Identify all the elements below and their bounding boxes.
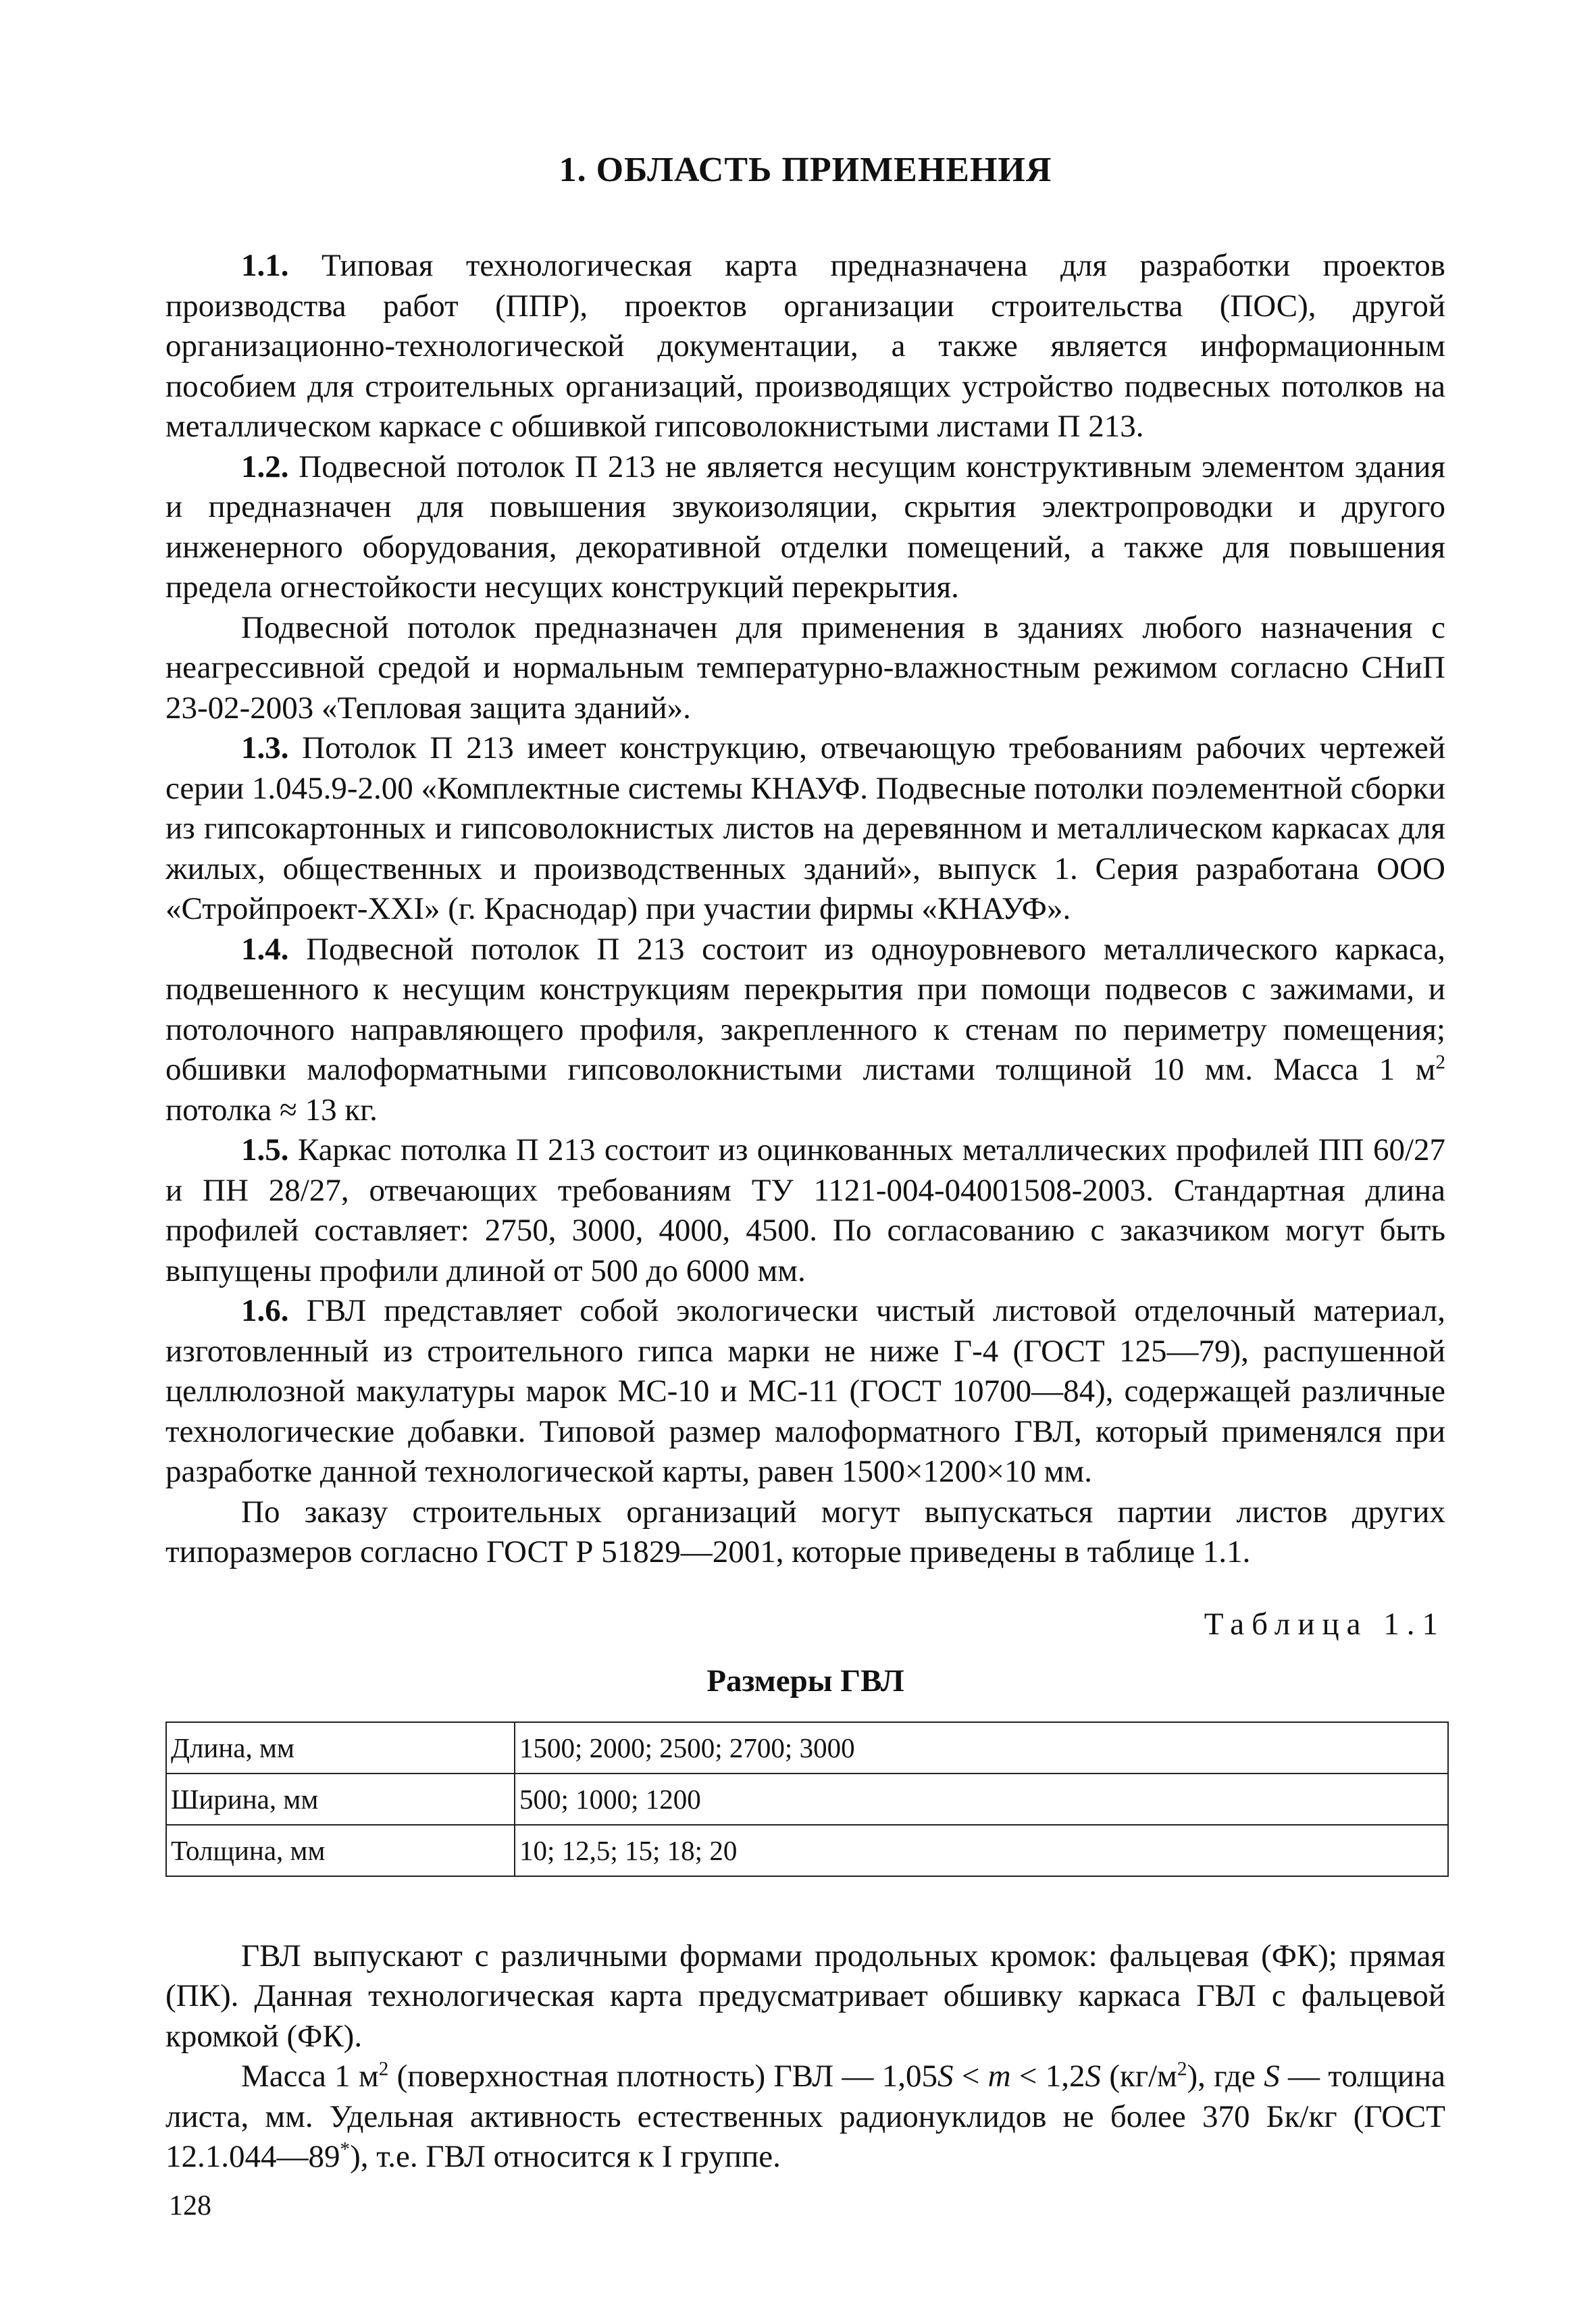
paragraph-number: 1.4.	[241, 931, 289, 967]
superscript: 2	[378, 2058, 389, 2080]
paragraph-text: По заказу строительных организаций могут выпускаться партии листов других типоразмеров согласно ГОСТ Р 51829—2001, которые приведены в таблице 1.1.	[165, 1494, 1445, 1569]
superscript: *	[340, 2138, 351, 2161]
page-number: 128	[169, 2190, 211, 2221]
paragraph-text: Каркас потолка П 213 состоит из оцинкованных металлических профилей ПП 60/27 и ПН 28/27, отвечающих требованиям ТУ 1121-004-04001508-2003. Стандартная длина профилей составляет: 2750, 3000, 4000, 4500. По согласованию с заказчиком могут быть выпущены профили длиной от 500 до 6000 мм.	[165, 1132, 1446, 1288]
paragraph-number: 1.3.	[241, 730, 289, 765]
table-cell-label: Ширина, мм	[166, 1774, 515, 1825]
table-row	[166, 1722, 1448, 1774]
dimensions-table	[165, 1721, 1449, 1877]
table-title: Размеры ГВЛ	[706, 1663, 904, 1699]
paragraph-1-2	[165, 447, 1445, 608]
paragraph-1-6	[165, 1291, 1445, 1492]
table-cell-value: 10; 12,5; 15; 18; 20	[515, 1825, 1448, 1876]
paragraph-text: ГВЛ выпускают с различными формами продольных кромок: фальцевая (ФК); прямая (ПК). Данная технологическая карта предусматривает обшивку каркаса ГВЛ с фальцевой кромкой (ФК).	[165, 1938, 1445, 2054]
table-row	[166, 1774, 1448, 1825]
mass-text: <	[953, 2059, 988, 2094]
page-content	[165, 150, 1445, 2178]
variable-s: S	[1085, 2059, 1102, 2094]
paragraph-1-3	[165, 728, 1445, 930]
mass-text: ), т.е. ГВЛ относится к I группе.	[350, 2139, 781, 2174]
table-caption: Таблица 1.1	[1204, 1606, 1445, 1642]
paragraph-text: Потолок П 213 имеет конструкцию, отвечающую требованиям рабочих чертежей серии 1.045.9-2.00 «Комплектные системы КНАУФ. Подвесные потолки поэлементной сборки из гипсокартонных и гипсоволокнистых листов на деревянном и металлическом каркасах для жилых, общественных и производственных зданий», выпуск 1. Серия разработана ООО «Стройпроект-XXI» (г. Краснодар) при участии фирмы «КНАУФ».	[165, 730, 1446, 926]
paragraph-text: Типовая технологическая карта предназначена для разработки проектов производства работ (ППР), проектов организации строительства (ПОС), другой организационно-технологической документации, а также является информационным пособием для строительных организаций, производящих устройство подвесных потолков на металлическом каркасе с обшивкой гипсоволокнистыми листами П 213.	[165, 248, 1445, 444]
paragraph-text-end: потолка ≈ 13 кг.	[165, 1092, 378, 1128]
table-row	[166, 1825, 1448, 1876]
mass-text: < 1,2	[1010, 2059, 1085, 2094]
variable-s: S	[937, 2059, 954, 2094]
mass-text: — толщина листа, мм. Удельная активность естественных радионуклидов не более 370 Бк/кг (ГОСТ 12.1.044—89	[165, 2059, 1445, 2174]
table-cell-value: 500; 1000; 1200	[515, 1774, 1448, 1825]
mass-text: (поверхностная плотность) ГВЛ — 1,05	[388, 2059, 937, 2094]
variable-m: m	[987, 2059, 1011, 2094]
superscript: 2	[1435, 1051, 1445, 1074]
paragraph-1-5	[165, 1130, 1445, 1291]
paragraph-text: Подвесной потолок предназначен для применения в зданиях любого назначения с неагрессивной средой и нормальным температурно-влажностным режимом согласно СНиП 23-02-2003 «Тепловая защита зданий».	[165, 609, 1445, 726]
section-title: 1. ОБЛАСТЬ ПРИМЕНЕНИЯ	[559, 151, 1052, 189]
paragraph-number: 1.2.	[241, 449, 289, 484]
paragraph-1-4	[165, 930, 1445, 1131]
paragraph-number: 1.6.	[241, 1293, 289, 1328]
mass-text: ), где	[1187, 2059, 1264, 2094]
mass-text: (кг/м	[1101, 2059, 1177, 2094]
paragraph-order	[165, 1492, 1445, 1573]
superscript: 2	[1177, 2058, 1187, 2080]
paragraph-text: ГВЛ представляет собой экологически чистый листовой отделочный материал, изготовленный из строительного гипса марки не ниже Г-4 (ГОСТ 125—79), распушенной целлюлозной макулатуры марок МС-10 и МС-11 (ГОСТ 10700—84), содержащей различные технологические добавки. Типовой размер малоформатного ГВЛ, который применялся при разработке данной технологической карты, равен 1500×1200×10 мм.	[165, 1293, 1445, 1489]
table-cell-label: Толщина, мм	[166, 1825, 515, 1876]
paragraph-number: 1.5.	[241, 1132, 289, 1167]
paragraph-mass	[165, 2057, 1445, 2178]
paragraph-purpose	[165, 608, 1445, 729]
paragraph-text: Подвесной потолок П 213 состоит из одноуровневого металлического каркаса, подвешенного к несущим конструкциям перекрытия при помощи подвесов с зажимами, и потолочного направляющего профиля, закрепленного к стенам по периметру помещения; обшивки малоформатными гипсоволокнистыми листами толщиной 10 мм. Масса 1 м	[165, 931, 1445, 1087]
paragraph-text: Подвесной потолок П 213 не является несущим конструктивным элементом здания и предназначен для повышения звукоизоляции, скрытия электропроводки и другого инженерного оборудования, декоративной отделки помещений, а также для повышения предела огнестойкости несущих конструкций перекрытия.	[165, 449, 1445, 605]
table-cell-value: 1500; 2000; 2500; 2700; 3000	[515, 1722, 1448, 1774]
table-cell-label: Длина, мм	[166, 1722, 515, 1774]
paragraph-edges	[165, 1936, 1445, 2057]
variable-s: S	[1264, 2059, 1280, 2094]
mass-text: Масса 1 м	[241, 2059, 379, 2094]
paragraph-number: 1.1.	[241, 248, 289, 283]
paragraph-1-1	[165, 246, 1445, 447]
